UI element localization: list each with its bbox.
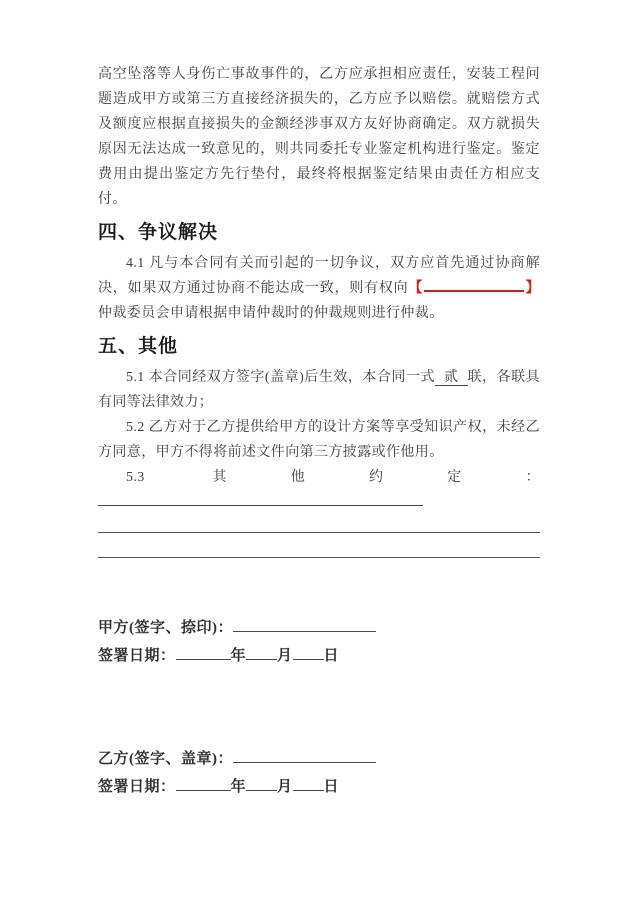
- right-bracket-mark: 】: [525, 281, 541, 296]
- party-b-month-fill-blank[interactable]: [246, 776, 277, 791]
- liability-continuation-paragraph: 高空坠落等人身伤亡事故事件的，乙方应承担相应责任，安装工程问题造成甲方或第三方直接经济损失的，乙方应予以赔偿。就赔偿方式及额度应根据直接损失的金额经涉事双方友好协商确定。双方就损失原因无法达成一致意见的，则共同委托专业鉴定机构进行鉴定。鉴定费用由提出鉴定方先行垫付，最终将根据鉴定结果由责任方相应支付。: [98, 67, 540, 207]
- clause-5-3-label: 5.3 其他约定：: [126, 470, 540, 485]
- party-a-month-fill-blank[interactable]: [246, 645, 277, 660]
- clause-5-3: [98, 465, 540, 515]
- party-b-year-fill-blank[interactable]: [176, 776, 231, 791]
- party-a-signature-fill-blank[interactable]: [233, 617, 376, 632]
- party-a-year-unit: 年: [230, 648, 247, 664]
- party-a-date-label: 签署日期：: [98, 648, 176, 664]
- section-5-heading: 五、其他: [98, 336, 179, 357]
- other-agreements-fill-blank-line-2[interactable]: [98, 515, 540, 533]
- clause-5-1: [98, 365, 540, 415]
- clause-4-1: [98, 251, 540, 326]
- left-bracket-mark: 【: [408, 281, 424, 296]
- party-a-signature-label: 甲方(签字、捺印)：: [98, 620, 233, 636]
- party-b-signature-fill-blank[interactable]: [233, 748, 376, 763]
- party-b-date-label: 签署日期：: [98, 779, 176, 795]
- clause-5-1-text-lead: 5.1 本合同经双方签字(盖章)后生效，本合同一式: [126, 370, 435, 385]
- party-a-date-row: [98, 642, 540, 670]
- other-agreements-fill-blank-line-1[interactable]: [98, 492, 423, 506]
- party-b-day-fill-blank[interactable]: [293, 776, 324, 791]
- clause-4-1-text-tail: 仲裁委员会申请根据申请仲裁时的仲裁规则进行仲裁。: [98, 306, 444, 321]
- clause-5-2: 5.2 乙方对于乙方提供给甲方的设计方案等享受知识产权，未经乙方同意，甲方不得将前述文件向第三方披露或作他用。: [98, 420, 540, 460]
- party-a-day-fill-blank[interactable]: [293, 645, 324, 660]
- party-a-month-unit: 月: [277, 648, 293, 664]
- copies-count-underlined-value[interactable]: 贰: [435, 370, 468, 386]
- party-b-signature-block: [98, 745, 540, 801]
- clause-5-1-text-tail: 联，各联具有同等法律效力；: [98, 370, 540, 410]
- clause-4-1-text-lead: 4.1 凡与本合同有关而引起的一切争议，双方应首先通过协商解决，如果双方通过协商不能达成一致，则有权向: [98, 256, 540, 296]
- party-b-date-row: [98, 773, 540, 801]
- section-4-heading: 四、争议解决: [98, 222, 219, 243]
- party-b-month-unit: 月: [277, 779, 293, 795]
- party-a-year-fill-blank[interactable]: [176, 645, 231, 660]
- party-b-signature-row: [98, 745, 540, 773]
- other-agreements-fill-blank-line-3[interactable]: [98, 533, 540, 558]
- party-b-year-unit: 年: [230, 779, 247, 795]
- party-a-signature-row: [98, 614, 540, 642]
- party-b-signature-label: 乙方(签字、盖章)：: [98, 751, 233, 767]
- party-a-signature-block: [98, 614, 540, 670]
- party-a-day-unit: 日: [323, 648, 340, 664]
- party-b-day-unit: 日: [323, 779, 340, 795]
- arbitration-committee-fill-blank[interactable]: [424, 277, 524, 292]
